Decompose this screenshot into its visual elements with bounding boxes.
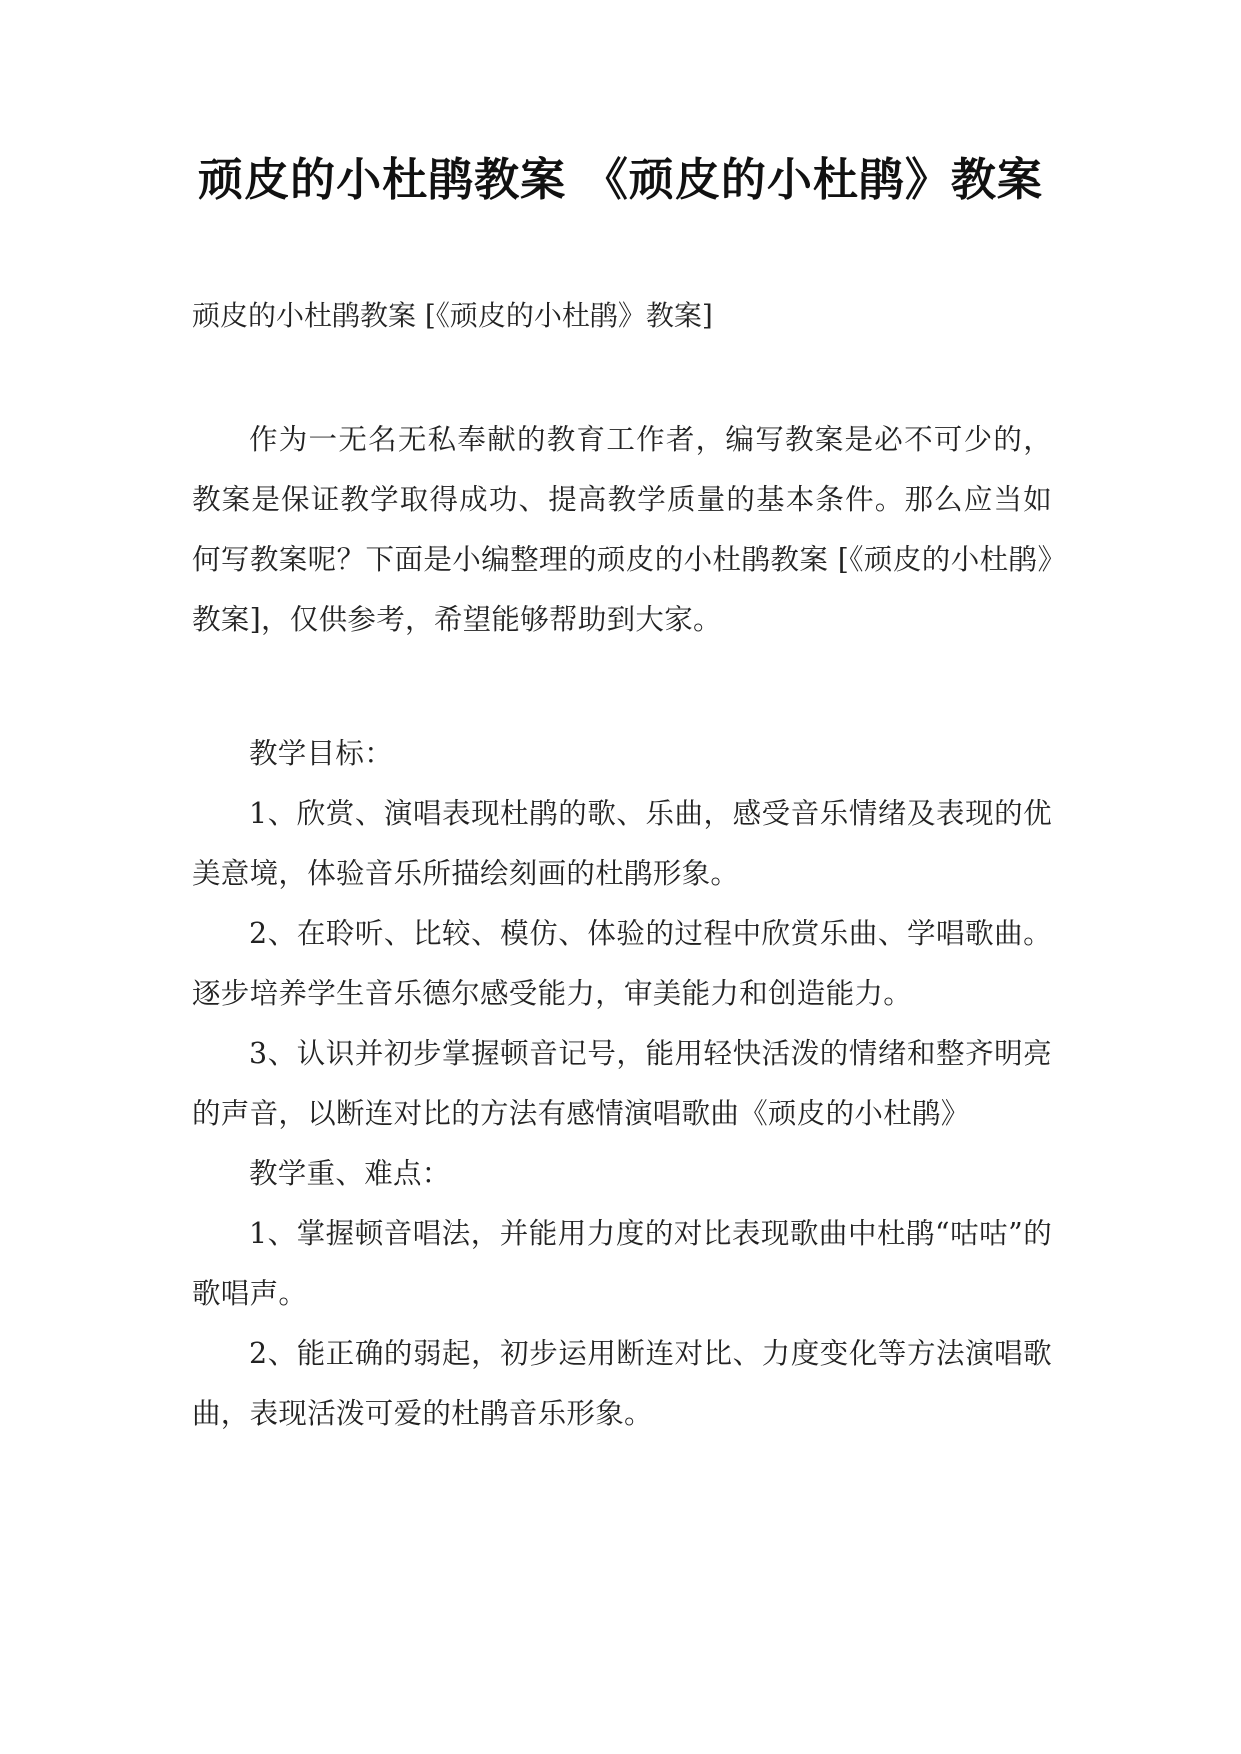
intro-paragraph: 作为一无名无私奉献的教育工作者，编写教案是必不可少的，教案是保证教学取得成功、提高教学质量的基本条件。那么应当如何写教案呢？下面是小编整理的顽皮的小杜鹃教案 [《顽皮的小杜鹃》教案]，仅供参考，希望能够帮助到大家。 [192, 423, 1052, 636]
goals-heading: 教学目标： [249, 737, 394, 770]
document-subtitle: 顽皮的小杜鹃教案 [《顽皮的小杜鹃》教案] [192, 299, 713, 332]
goal-item-1: 1、欣赏、演唱表现杜鹃的歌、乐曲，感受音乐情绪及表现的优美意境，体验音乐所描绘刻画的杜鹃形象。 [192, 797, 1052, 890]
goal-item-2: 2、在聆听、比较、模仿、体验的过程中欣赏乐曲、学唱歌曲。逐步培养学生音乐德尔感受能力，审美能力和创造能力。 [192, 917, 1052, 1010]
key-point-1: 1、掌握顿音唱法，并能用力度的对比表现歌曲中杜鹃“咕咕”的歌唱声。 [192, 1217, 1052, 1310]
goal-item-3: 3、认识并初步掌握顿音记号，能用轻快活泼的情绪和整齐明亮的声音，以断连对比的方法有感情演唱歌曲《顽皮的小杜鹃》 [192, 1037, 1052, 1130]
paragraph-gap [192, 650, 1052, 724]
key-point-2: 2、能正确的弱起，初步运用断连对比、力度变化等方法演唱歌曲，表现活泼可爱的杜鹃音乐形象。 [192, 1337, 1052, 1430]
key-points-heading: 教学重、难点： [249, 1157, 451, 1190]
document-title: 顽皮的小杜鹃教案 《顽皮的小杜鹃》教案 [198, 153, 1043, 206]
document-body [192, 410, 1052, 1444]
